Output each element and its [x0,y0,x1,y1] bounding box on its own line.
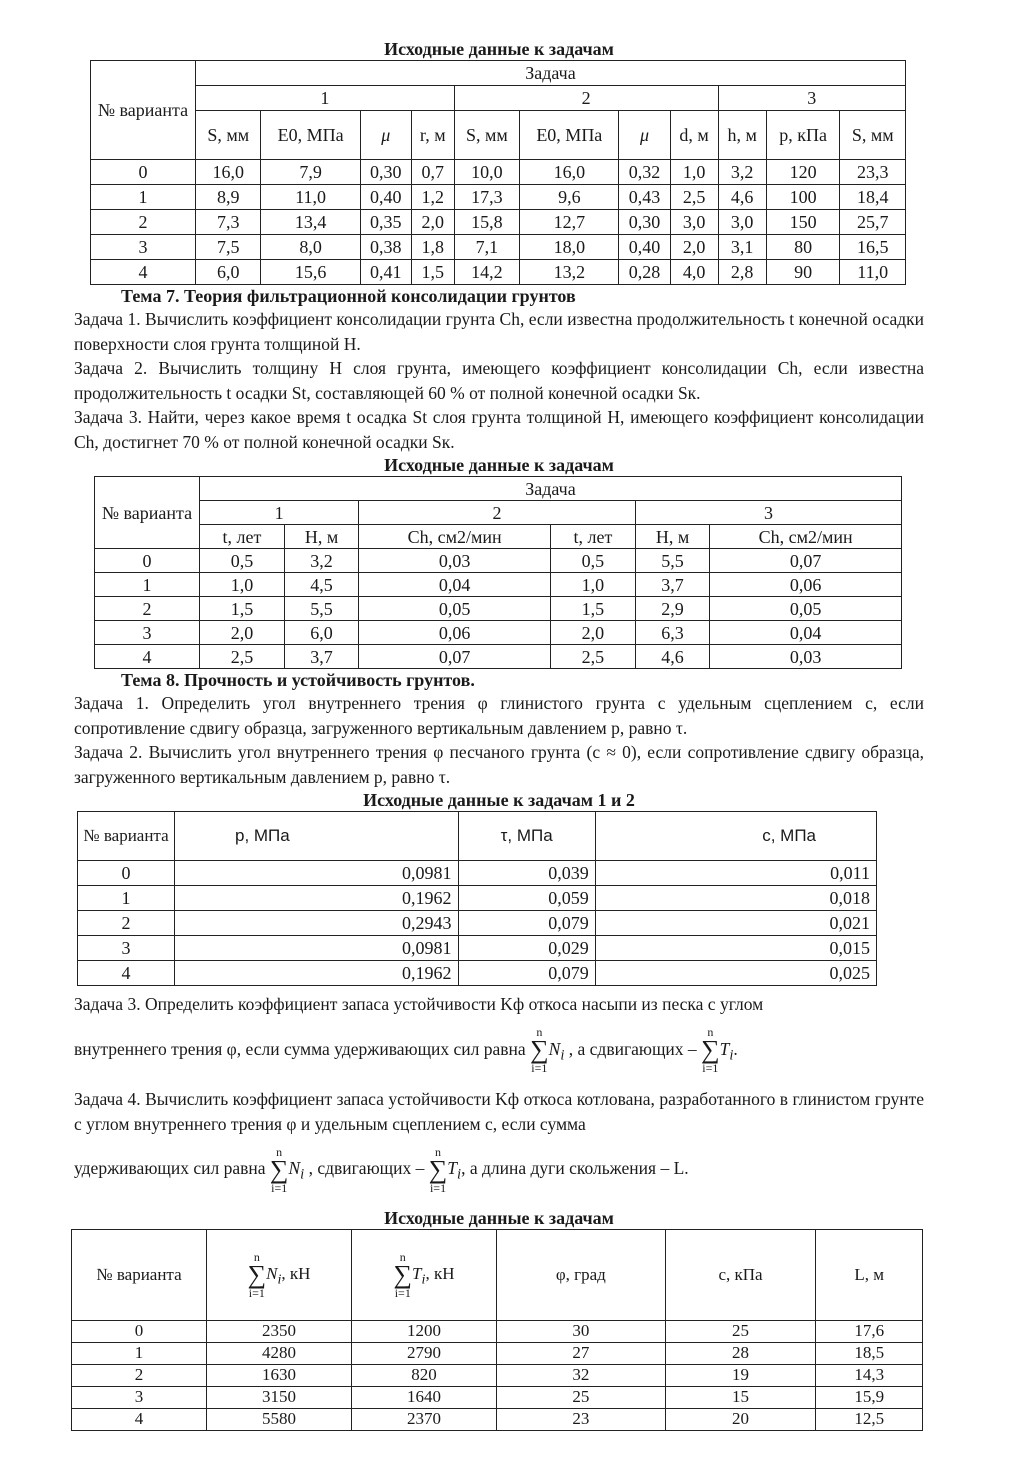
table-cell: 1,0 [550,573,635,597]
table-cell: 14,3 [816,1364,923,1386]
sum-lower: i=1 [271,1180,288,1195]
table-cell: 3,0 [718,210,766,235]
task3-line2 [74,1017,924,1088]
sum-index: i [729,1047,734,1063]
column-header: φ, град [497,1229,666,1320]
column-header: p, МПа [175,812,459,861]
table-cell: 1,5 [200,597,285,621]
table-row [72,1408,923,1430]
table-row [95,621,902,645]
table-cell: 17,6 [816,1320,923,1342]
table-cell: 1,2 [411,185,454,210]
task-header-3: 3 [635,501,901,525]
table-cell: 0,07 [359,645,551,669]
variant-number: 1 [72,1342,207,1364]
task4-text-c: , а длина дуги скольжения – L. [461,1158,689,1178]
table-cell: 1,5 [411,260,454,285]
group-header: Задача [200,477,902,501]
variant-number: 0 [91,160,196,185]
table-cell: 3,7 [284,645,358,669]
table-cell: 5,5 [284,597,358,621]
task3-text-b: , а сдвигающих – [568,1038,697,1059]
table-cell: 19 [665,1364,816,1386]
column-header: r, м [411,111,454,160]
table-cell: 150 [766,210,840,235]
task-header-3: 3 [718,86,905,111]
sum-lower: i=1 [429,1180,447,1195]
table-cell: 18,5 [816,1342,923,1364]
variant-number: 4 [78,961,175,986]
variant-number: 4 [95,645,200,669]
table-row [95,573,902,597]
table4-caption: Исходные данные к задачам [384,1207,614,1228]
table-cell: 14,2 [454,260,519,285]
column-header: h, м [718,111,766,160]
table-cell: 0,011 [595,861,876,886]
table-cell: 1630 [207,1364,352,1386]
table-cell: 13,2 [520,260,619,285]
table-cell: 2,9 [635,597,709,621]
task3-text-a: внутреннего трения φ, если сумма удерживающих сил равна [74,1038,526,1059]
table-cell: 5,5 [635,549,709,573]
table-cell: 3,0 [670,210,718,235]
table-cell: 11,0 [840,260,906,285]
variant-header: № варианта [95,477,200,549]
table-cell: 0,30 [619,210,670,235]
table-cell: 30 [497,1320,666,1342]
table-cell: 80 [766,235,840,260]
table-cell: 15,8 [454,210,519,235]
sum-upper: n [536,1025,543,1040]
table-cell: 1200 [352,1320,497,1342]
table-cell: 0,28 [619,260,670,285]
topic7-task1: Задача 1. Вычислить коэффициент консолидации грунта Ch, если известна продолжительность t конечной осадки поверхности слоя грунта толщиной H. [74,309,924,354]
table-cell: 2,5 [200,645,285,669]
column-header: E0, МПа [261,111,360,160]
table-cell: 2,0 [670,235,718,260]
table-row [78,911,877,936]
table-cell: 0,03 [710,645,902,669]
variant-number: 2 [78,911,175,936]
table-cell: 6,3 [635,621,709,645]
sum-symbol [530,1026,549,1074]
variant-number: 1 [91,185,196,210]
sum-lower: i=1 [702,1061,719,1076]
table4 [71,1229,923,1431]
variant-number: 1 [78,886,175,911]
table-cell: 0,41 [360,260,411,285]
table1 [90,60,906,285]
column-header: Ch, см2/мин [359,525,551,549]
table-cell: 0,07 [710,549,902,573]
task-header-1: 1 [196,86,455,111]
sigma-glyph: ∑ [393,1259,413,1289]
table-row [78,961,877,986]
sum-upper: n [707,1025,714,1040]
column-header: μ [619,111,670,160]
variant-number: 2 [72,1364,207,1386]
table-cell: 120 [766,160,840,185]
task-header-2: 2 [359,501,636,525]
table-row [95,597,902,621]
table-cell: 0,38 [360,235,411,260]
sum-upper: n [435,1144,442,1159]
sum-upper: n [276,1144,283,1159]
topic8-task1: Задача 1. Определить угол внутреннего трения φ глинистого грунта с удельным сцеплением c, если сопротивление сдвигу образца, загруженного вертикальным давлением p, равно τ. [74,693,924,738]
table-row [95,549,902,573]
table-cell: 10,0 [454,160,519,185]
table-cell: 6,0 [284,621,358,645]
table-cell: 28 [665,1342,816,1364]
table-cell: 0,039 [458,861,595,886]
column-header: p, кПа [766,111,840,160]
task4-line2 [74,1136,924,1207]
table-cell: 7,3 [196,210,261,235]
table-cell: 4,6 [718,185,766,210]
variant-number: 4 [72,1408,207,1430]
table-row [91,235,906,260]
sum-index: i [300,1166,305,1183]
task-header-1: 1 [200,501,359,525]
table-row [72,1364,923,1386]
table-cell: 15,9 [816,1386,923,1408]
task-header-2: 2 [454,86,718,111]
variant-header: № варианта [91,61,196,160]
table-cell: 7,9 [261,160,360,185]
sum-symbol [429,1146,448,1194]
column-header: H, м [284,525,358,549]
table-cell: 4280 [207,1342,352,1364]
sum-index: i [277,1270,282,1287]
column-header-sum-T: n ∑ $i=1T_i$, кН [352,1229,497,1320]
table-cell: 15 [665,1386,816,1408]
table-cell: 7,1 [454,235,519,260]
table-row [91,210,906,235]
table-row [91,260,906,285]
variant-number: 0 [78,861,175,886]
table-cell: 3,2 [284,549,358,573]
table-cell: 0,0981 [175,861,459,886]
table-cell: 0,079 [458,961,595,986]
table-cell: 0,43 [619,185,670,210]
table-cell: 16,5 [840,235,906,260]
column-header: τ, МПа [458,812,595,861]
table-cell: 12,7 [520,210,619,235]
table-cell: 0,40 [619,235,670,260]
table-row [78,861,877,886]
table-cell: 1640 [352,1386,497,1408]
column-header: E0, МПа [520,111,619,160]
table3-caption: Исходные данные к задачам 1 и 2 [363,790,635,810]
table2-caption: Исходные данные к задачам [384,455,614,475]
table-cell: 9,6 [520,185,619,210]
table-cell: 4,6 [635,645,709,669]
table-row [72,1386,923,1408]
table-cell: 5580 [207,1408,352,1430]
table-cell: 0,1962 [175,961,459,986]
task4-line1: Задача 4. Вычислить коэффициент запаса устойчивости Kф откоса котлована, разработанного в глинистом грунте с углом внутреннего трения φ и удельным сцеплением c, если сумма [74,1089,924,1134]
table-cell: 2,5 [670,185,718,210]
sum-index: i [560,1047,565,1063]
table-cell: 16,0 [520,160,619,185]
table-cell: 23 [497,1408,666,1430]
sum-lower: i=1 [394,1285,411,1300]
column-header: H, м [635,525,709,549]
table-cell: 2790 [352,1342,497,1364]
table-cell: 25 [497,1386,666,1408]
task3-line1: Задача 3. Определить коэффициент запаса устойчивости Kф откоса насыпи из песка с углом [74,994,764,1014]
table-cell: 0,5 [200,549,285,573]
table-cell: 0,04 [710,621,902,645]
table-cell: 3,7 [635,573,709,597]
table-cell: 12,5 [816,1408,923,1430]
table-cell: 1,0 [200,573,285,597]
table-row [78,886,877,911]
column-unit: кН [433,1263,455,1283]
table-cell: 820 [352,1364,497,1386]
table-cell: 0,0981 [175,936,459,961]
table-cell: 32 [497,1364,666,1386]
sum-N: N [548,1038,561,1059]
variant-number: 2 [91,210,196,235]
sigma-glyph: ∑ [269,1154,289,1184]
table-cell: 23,3 [840,160,906,185]
table-cell: 0,5 [550,549,635,573]
table-row [91,160,906,185]
variant-header: № варианта [72,1229,207,1320]
sum-symbol [394,1251,413,1299]
variant-header: № варианта [78,812,175,861]
table-cell: 0,35 [360,210,411,235]
table-cell: 0,018 [595,886,876,911]
table-cell: 0,059 [458,886,595,911]
variant-number: 4 [91,260,196,285]
table-cell: 0,04 [359,573,551,597]
sigma-glyph: ∑ [247,1259,267,1289]
table3 [77,811,877,986]
column-header: S, мм [840,111,906,160]
table-cell: 0,015 [595,936,876,961]
table-cell: 18,4 [840,185,906,210]
table-cell: 3150 [207,1386,352,1408]
table-cell: 0,1962 [175,886,459,911]
table2 [94,476,902,669]
table-cell: 2,8 [718,260,766,285]
table-cell: 0,03 [359,549,551,573]
table-cell: 2,0 [550,621,635,645]
variant-number: 3 [95,621,200,645]
table-cell: 3,1 [718,235,766,260]
sum-index: i [457,1166,462,1183]
table-cell: 2,0 [411,210,454,235]
table-cell: 11,0 [261,185,360,210]
table-cell: 1,0 [670,160,718,185]
sum-symbol [248,1251,267,1299]
sum-N: N [288,1158,301,1178]
table-cell: 0,079 [458,911,595,936]
variant-number: 3 [91,235,196,260]
table-cell: 3,2 [718,160,766,185]
table-row [95,645,902,669]
table-cell: 4,0 [670,260,718,285]
task4-text-b: , сдвигающих – [308,1158,425,1178]
table-cell: 90 [766,260,840,285]
table-cell: 1,8 [411,235,454,260]
column-header: d, м [670,111,718,160]
sum-lower: i=1 [248,1285,265,1300]
table-cell: 27 [497,1342,666,1364]
table-cell: 13,4 [261,210,360,235]
column-header: L, м [816,1229,923,1320]
table-cell: 8,0 [261,235,360,260]
table-cell: 0,32 [619,160,670,185]
table-cell: 0,7 [411,160,454,185]
table-cell: 20 [665,1408,816,1430]
table-cell: 1,5 [550,597,635,621]
variant-number: 3 [72,1386,207,1408]
column-header: Ch, см2/мин [710,525,902,549]
table-cell: 2350 [207,1320,352,1342]
variant-number: 3 [78,936,175,961]
table-cell: 15,6 [261,260,360,285]
sum-index: i [421,1270,426,1287]
column-header: c, кПа [665,1229,816,1320]
variant-number: 0 [95,549,200,573]
table-row [72,1342,923,1364]
group-header: Задача [196,61,906,86]
table-cell: 25 [665,1320,816,1342]
table-cell: 0,021 [595,911,876,936]
table-cell: 2370 [352,1408,497,1430]
sum-symbol [701,1026,720,1074]
variant-number: 2 [95,597,200,621]
table-cell: 4,5 [284,573,358,597]
topic8-task2: Задача 2. Вычислить угол внутреннего трения φ песчаного грунта (c ≈ 0), если сопротивление сдвигу образца, загруженного вертикальным давлением p, равно τ. [74,742,924,787]
table-cell: 7,5 [196,235,261,260]
table-cell: 25,7 [840,210,906,235]
table-cell: 100 [766,185,840,210]
table-cell: 0,06 [359,621,551,645]
sum-T: T [412,1263,422,1283]
table-cell: 0,05 [710,597,902,621]
sum-symbol [270,1146,289,1194]
table-cell: 18,0 [520,235,619,260]
table-cell: 0,025 [595,961,876,986]
topic7-title: Тема 7. Теория фильтрационной консолидации грунтов [121,286,576,306]
table-row [72,1320,923,1342]
table-cell: 0,029 [458,936,595,961]
variant-number: 1 [95,573,200,597]
sum-upper: n [253,1249,260,1264]
column-header: μ [360,111,411,160]
table-cell: 2,5 [550,645,635,669]
table-row [78,936,877,961]
sum-T: T [447,1158,458,1178]
table-row [91,185,906,210]
table-cell: 16,0 [196,160,261,185]
column-header: t, лет [200,525,285,549]
task3-text-c: . [733,1038,738,1059]
table-cell: 0,05 [359,597,551,621]
sigma-glyph: ∑ [530,1035,549,1065]
task4-text-a: удерживающих сил равна [74,1158,266,1178]
sum-lower: i=1 [531,1061,548,1076]
table-cell: 6,0 [196,260,261,285]
sum-N: N [266,1263,278,1283]
table1-caption: Исходные данные к задачам [384,39,614,59]
table-cell: 2,0 [200,621,285,645]
table-cell: 0,06 [710,573,902,597]
table-cell: 0,30 [360,160,411,185]
topic8-title: Тема 8. Прочность и устойчивость грунтов. [121,670,475,690]
column-header: c, МПа [595,812,876,861]
topic7-task3: Задача 3. Найти, через какое время t осадка St слоя грунта толщиной H, имеющего коэффициент консолидации Ch, достигнет 70 % от полной конечной осадки Sк. [74,407,924,452]
document-page [74,38,924,1431]
column-unit: кН [289,1263,311,1283]
sigma-glyph: ∑ [701,1035,720,1065]
sum-T: T [719,1038,730,1059]
topic7-task2: Задача 2. Вычислить толщину H слоя грунта, имеющего коэффициент консолидации Ch, если известна продолжительность t осадки St, составляющей 60 % от полной конечной осадки Sк. [74,358,924,403]
column-header: S, мм [196,111,261,160]
variant-number: 0 [72,1320,207,1342]
table-cell: 17,3 [454,185,519,210]
column-header: S, мм [454,111,519,160]
column-header-sum-N: n ∑ $i=1N_i$, кН [207,1229,352,1320]
sigma-glyph: ∑ [428,1154,448,1184]
sum-upper: n [399,1249,406,1264]
table-cell: 8,9 [196,185,261,210]
table-cell: 0,2943 [175,911,459,936]
column-header: t, лет [550,525,635,549]
table-cell: 0,40 [360,185,411,210]
